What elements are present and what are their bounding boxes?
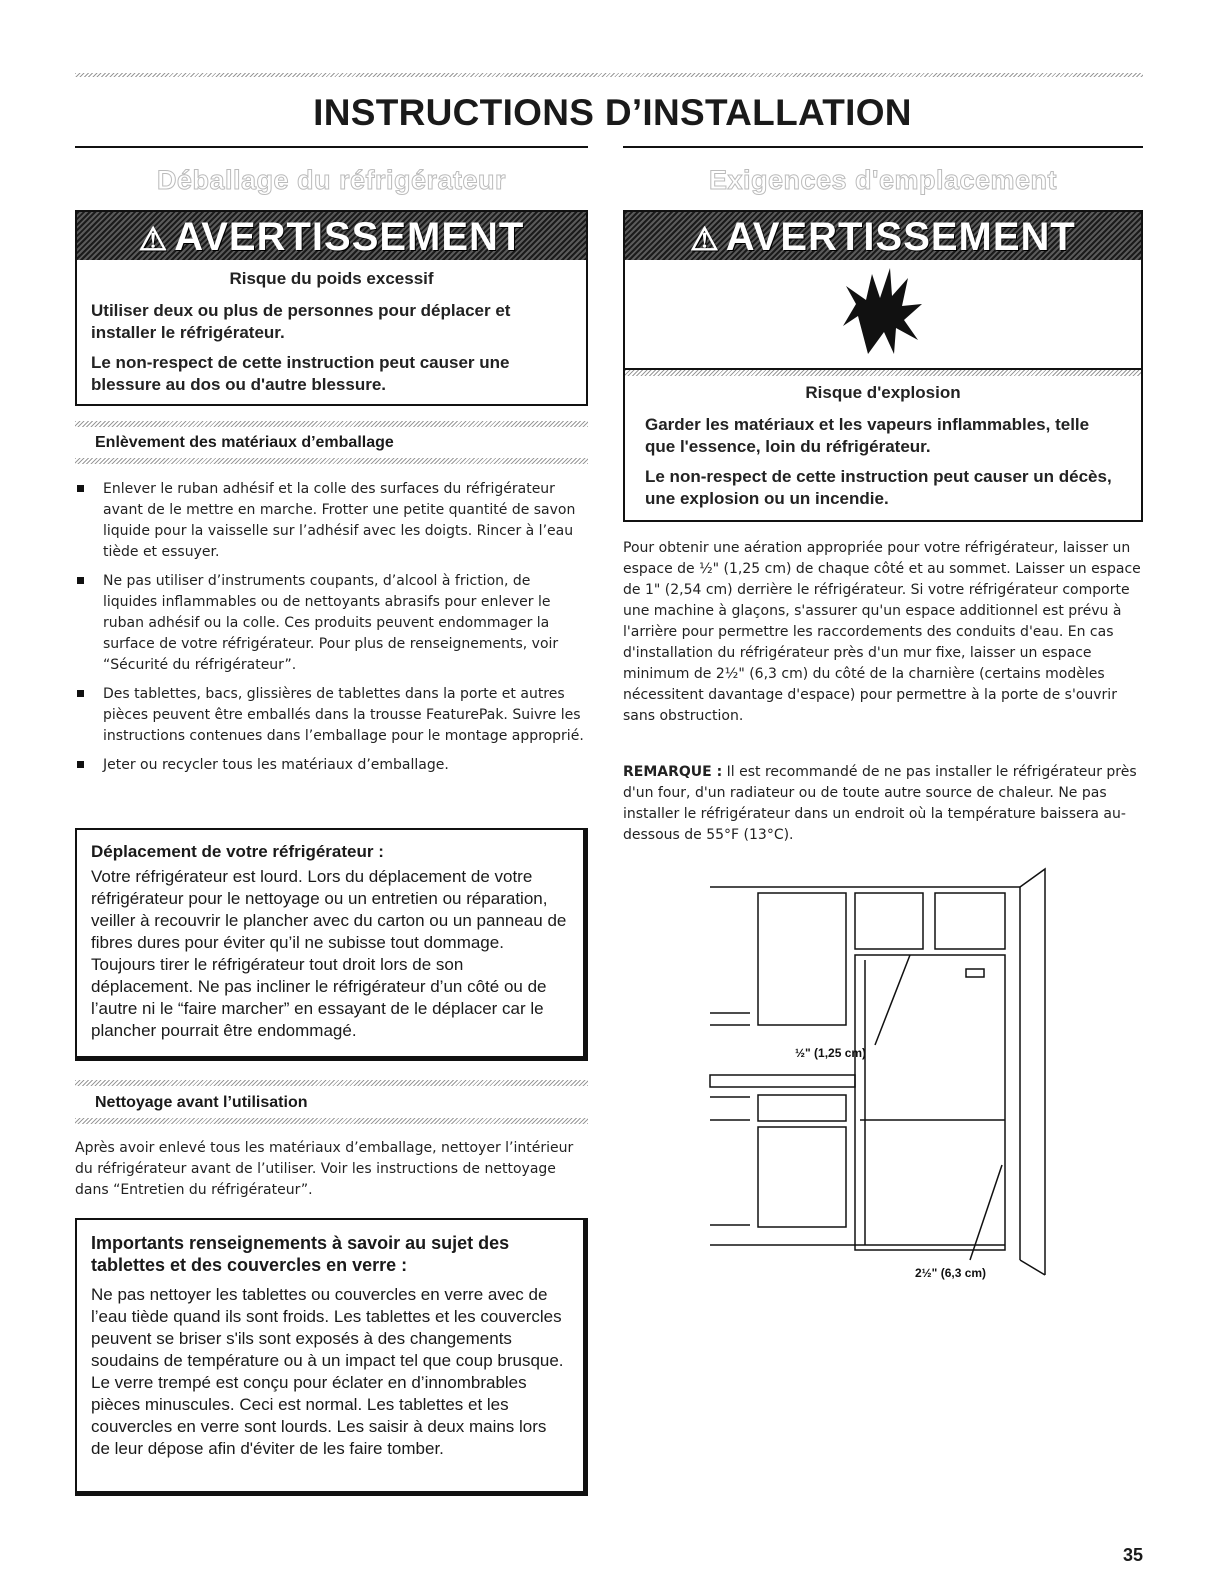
cleaning-text: Après avoir enlevé tous les matériaux d’emballage, nettoyer l’intérieur du réfrigérateur avant de l’utiliser. Voir les instructions de nettoyage dans “Entretien du réfrigérateur”.	[75, 1140, 574, 1198]
glass-note-box	[75, 1218, 588, 1496]
clearance-paragraph: Pour obtenir une aération appropriée pour votre réfrigérateur, laisser un espace de ½" (1,25 cm) de chaque côté et au sommet. Laisser un espace de 1" (2,54 cm) derrière le réfrigérateur. Si votre réfrigérateur comporte une machine à glaçons, s'assurer qu'un espace additionnel est prévu à l'arrière pour permettre les raccordements des conduits d'eau. En cas d'installation du réfrigérateur près d'un mur fixe, laisser un espace minimum de 2½" (6,3 cm) du côté de la charnière (certains modèles nécessitent davantage d'espace) pour permettre à la porte de s'ouvrir sans obstruction.	[623, 540, 1141, 724]
warning-banner	[77, 212, 586, 260]
page-title: INSTRUCTIONS D’INSTALLATION	[313, 92, 912, 133]
warning-line-2: Le non-respect de cette instruction peut causer un décès, une explosion ou un incendie.	[645, 467, 1112, 508]
right-column-rule	[623, 146, 1143, 148]
warning-banner-text: AVERTISSEMENT	[725, 215, 1076, 259]
left-column-rule	[75, 146, 588, 148]
moving-note-box	[75, 828, 588, 1061]
subhead-cleaning: Nettoyage avant l’utilisation	[95, 1094, 308, 1111]
warning-line-2: Le non-respect de cette instruction peut causer une blessure au dos ou d'autre blessure.	[91, 353, 510, 394]
packaging-list	[75, 479, 588, 784]
remark-label: REMARQUE :	[623, 764, 723, 780]
explosion-icon-area	[625, 260, 1141, 370]
warning-banner-text: AVERTISSEMENT	[174, 215, 525, 259]
subhead-band	[75, 1080, 588, 1086]
list-item: Jeter ou recycler tous les matériaux d’emballage.	[75, 755, 588, 776]
warning-line-1: Utiliser deux ou plus de personnes pour déplacer et installer le réfrigérateur.	[91, 301, 511, 342]
clearance-diagram	[700, 865, 1060, 1285]
list-item: Des tablettes, bacs, glissières de tablettes dans la porte et autres pièces peuvent être emballés dans la trousse FeaturePak. Suivre les instructions contenues dans l’emballage pour le montage approprié.	[75, 684, 588, 747]
moving-note-title: Déplacement de votre réfrigérateur :	[91, 842, 384, 861]
warning-banner	[625, 212, 1141, 260]
diagram-label-side: ½" (1,25 cm)	[795, 1046, 867, 1060]
warning-triangle-icon: ⚠	[690, 221, 720, 257]
weight-warning-box	[75, 210, 588, 406]
risk-title: Risque du poids excessif	[229, 269, 434, 288]
moving-note-text: Votre réfrigérateur est lourd. Lors du déplacement de votre réfrigérateur pour le nettoyage ou un entretien ou réparation, veiller à recouvrir le plancher avec du carton ou un panneau de fibres dures pour éviter qu’il ne subisse tout dommage. Toujours tirer le réfrigérateur tout droit lors de son déplacement. Ne pas incliner le réfrigérateur d’un côté ou de l’autre ni le “faire marcher” en essayant de le déplacer car le plancher pourrait être endommagé.	[91, 867, 567, 1040]
warning-triangle-icon: ⚠	[138, 221, 169, 257]
glass-note-title: Importants renseignements à savoir au sujet des tablettes et des couvercles en verre :	[91, 1233, 510, 1275]
subhead-band	[75, 1118, 588, 1124]
explosion-warning-box	[623, 210, 1143, 522]
explosion-icon	[838, 266, 928, 356]
page-number: 35	[1122, 1545, 1143, 1565]
list-item: Ne pas utiliser d’instruments coupants, d’alcool à friction, de liquides inflammables ou de nettoyants abrasifs pour enlever le ruban adhésif ou la colle. Ces produits peuvent endommager la surface de votre réfrigérateur. Pour plus de renseignements, voir “Sécurité du réfrigérateur”.	[75, 571, 588, 676]
list-item: Enlever le ruban adhésif et la colle des surfaces du réfrigérateur avant de le mettre en marche. Frotter une petite quantité de savon liquide pour la vaisselle sur l’adhésif avec les doigts. Rincer à l’eau tiède et essuyer.	[75, 479, 588, 563]
remark-paragraph	[623, 762, 1143, 846]
risk-title: Risque d'explosion	[805, 383, 961, 402]
top-rule	[75, 73, 1143, 77]
glass-note-text: Ne pas nettoyer les tablettes ou couvercles en verre avec de l’eau tiède quand ils sont froids. Les tablettes et les couvercles peuvent se briser s'ils sont exposés à des changements soudains de température ou à un impact tel que coup brusque. Le verre trempé est conçu pour éclater en d’innombrables pièces minuscules. Ceci est normal. Les tablettes et les couvercles en verre sont lourds. Les saisir à deux mains lors de leur dépose afin d'éviter de les faire tomber.	[91, 1285, 564, 1458]
diagram-label-hinge: 2½" (6,3 cm)	[915, 1266, 987, 1280]
subhead-packaging: Enlèvement des matériaux d’emballage	[95, 434, 394, 451]
remark-text: Il est recommandé de ne pas installer le réfrigérateur près d'un four, d'un radiateur ou de toute autre source de chaleur. Ne pas installer le réfrigérateur dans un endroit où la température baissera au-dessous de 55°F (13°C).	[623, 764, 1137, 843]
left-section-title: Déballage du réfrigérateur	[156, 165, 507, 195]
right-section-title: Exigences d'emplacement	[708, 165, 1058, 195]
subhead-band	[75, 421, 588, 427]
warning-line-1: Garder les matériaux et les vapeurs inflammables, telle que l'essence, loin du réfrigérateur.	[645, 415, 1090, 456]
subhead-band	[75, 458, 588, 464]
